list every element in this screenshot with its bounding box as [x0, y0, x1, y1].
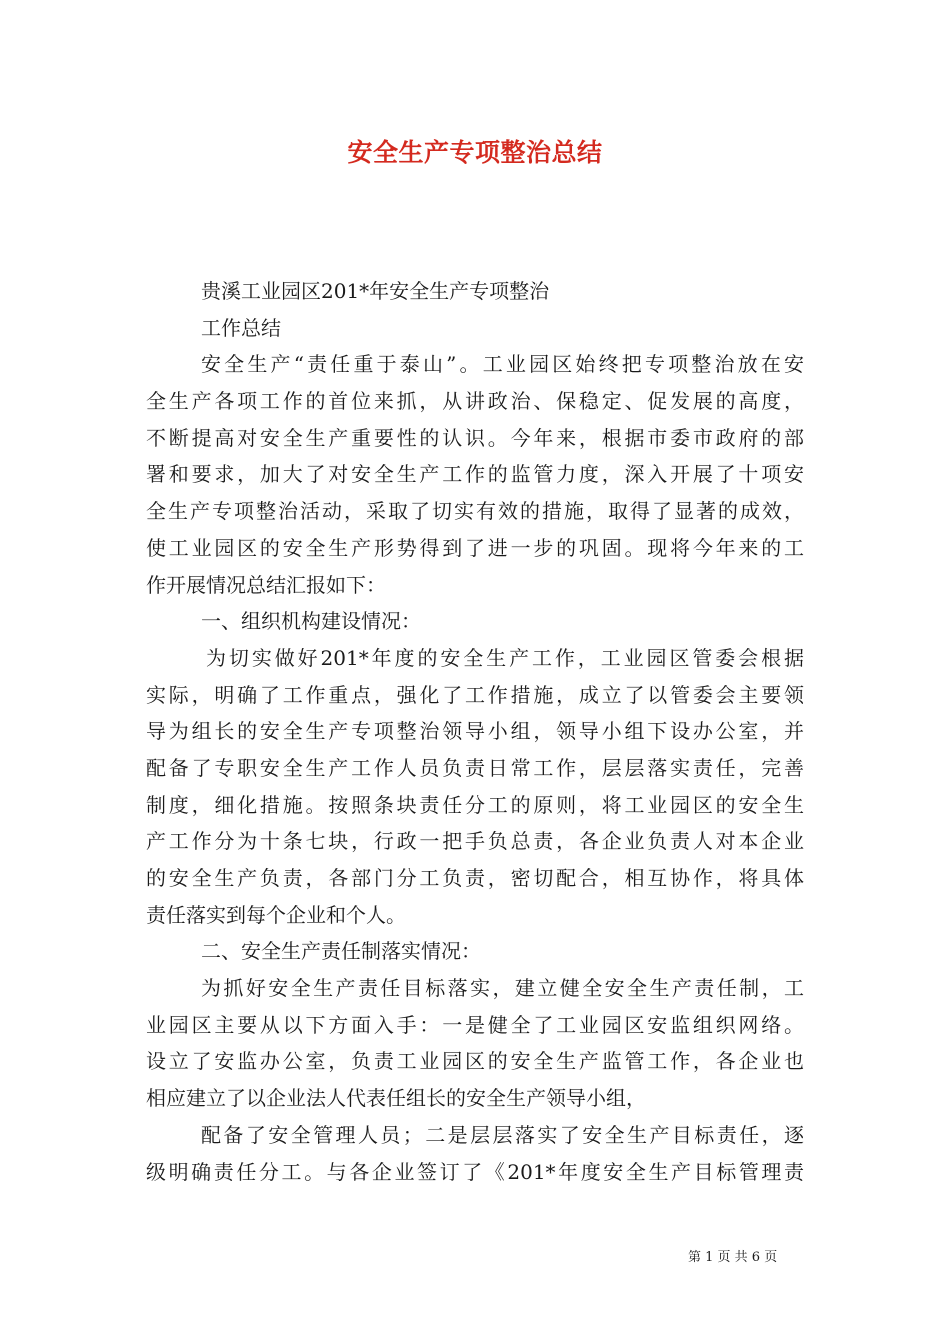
- paragraph-line: 署和要求，加大了对安全生产工作的监管力度，深入开展了十项安: [146, 462, 804, 487]
- paragraph-line: 责任落实到每个企业和个人。: [146, 902, 406, 927]
- paragraph-line: 相应建立了以企业法人代表任组长的安全生产领导小组，: [146, 1086, 646, 1111]
- paragraph-line: 作开展情况总结汇报如下：: [146, 572, 386, 597]
- page-title: 安全生产专项整治总结: [347, 138, 603, 167]
- document-body: [146, 273, 804, 1190]
- paragraph-line: 业园区主要从以下方面入手：一是健全了工业园区安监组织网络。: [146, 1012, 804, 1037]
- paragraph-line: 不断提高对安全生产重要性的认识。今年来，根据市委市政府的部: [146, 425, 804, 450]
- paragraph-line: 为抓好安全生产责任目标落实，建立健全安全生产责任制，工: [201, 976, 804, 1001]
- paragraph-line: 配备了安全管理人员；二是层层落实了安全生产目标责任，逐: [201, 1122, 804, 1147]
- paragraph-line: 安全生产“责任重于泰山”。工业园区始终把专项整治放在安: [201, 352, 804, 377]
- paragraph-line: 制度，细化措施。按照条块责任分工的原则，将工业园区的安全生: [146, 792, 804, 817]
- paragraph-line: 实际，明确了工作重点，强化了工作措施，成立了以管委会主要领: [146, 682, 804, 707]
- subtitle-line: 贵溪工业园区201*年安全生产专项整治: [201, 279, 550, 303]
- paragraph-line: 配备了专职安全生产工作人员负责日常工作，层层落实责任，完善: [146, 755, 804, 780]
- paragraph-line: 设立了安监办公室，负责工业园区的安全生产监管工作，各企业也: [146, 1049, 804, 1074]
- paragraph-line: 全生产专项整治活动，采取了切实有效的措施，取得了显著的成效，: [146, 499, 804, 524]
- paragraph-line: 为切实做好201*年度的安全生产工作，工业园区管委会根据: [206, 645, 804, 670]
- paragraph-line: 全生产各项工作的首位来抓，从讲政治、保稳定、促发展的高度，: [146, 389, 804, 414]
- section-heading: 一、组织机构建设情况：: [201, 609, 421, 634]
- section-heading: 二、安全生产责任制落实情况：: [201, 939, 481, 964]
- paragraph-line: 使工业园区的安全生产形势得到了进一步的巩固。现将今年来的工: [146, 535, 804, 560]
- paragraph-line: 产工作分为十条七块，行政一把手负总责，各企业负责人对本企业: [146, 829, 804, 854]
- subtitle-line: 工作总结: [201, 315, 281, 340]
- paragraph-line: 级明确责任分工。与各企业签订了《201*年度安全生产目标管理责: [146, 1159, 804, 1184]
- paragraph-line: 导为组长的安全生产专项整治领导小组，领导小组下设办公室，并: [146, 719, 804, 744]
- page-number: 第 1 页 共 6 页: [688, 1250, 778, 1265]
- paragraph-line: 的安全生产负责，各部门分工负责，密切配合，相互协作，将具体: [146, 866, 804, 890]
